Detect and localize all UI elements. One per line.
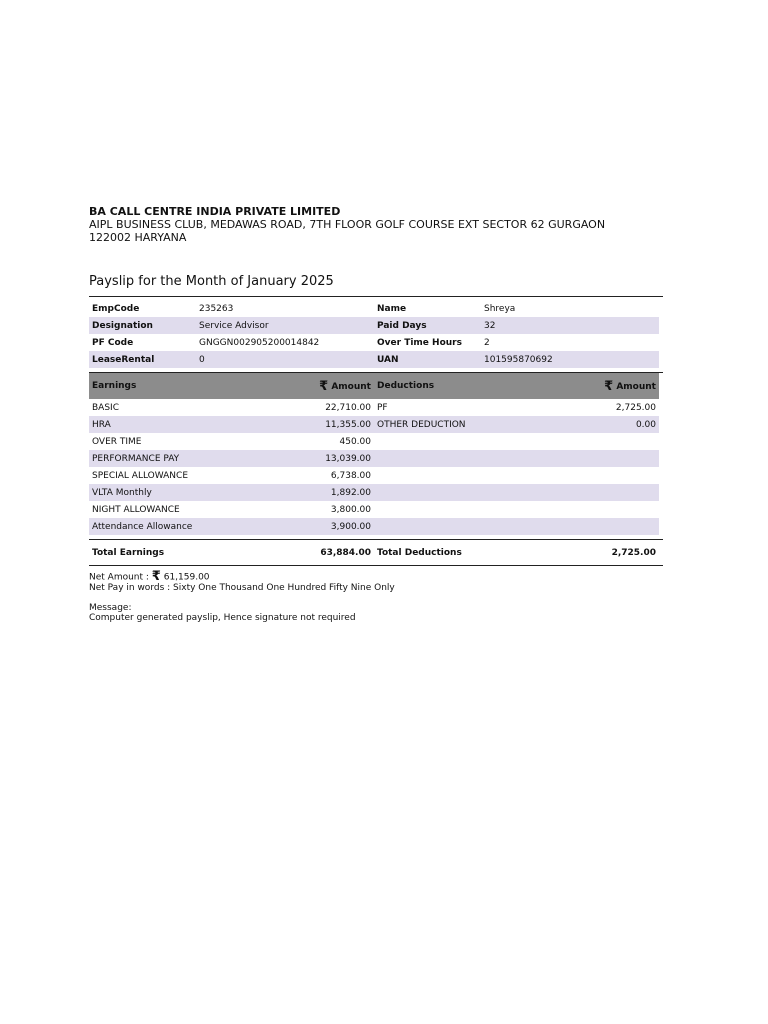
info-label: UAN bbox=[374, 351, 481, 368]
table-row bbox=[89, 484, 659, 501]
earning-amount: 450.00 bbox=[339, 436, 371, 447]
earning-amount: 22,710.00 bbox=[325, 402, 371, 413]
deductions-header: Deductions bbox=[374, 373, 549, 399]
deduction-amount bbox=[549, 450, 659, 467]
info-label: Name bbox=[377, 303, 407, 314]
table-header-row bbox=[89, 373, 659, 399]
company-name: BA CALL CENTRE INDIA PRIVATE LIMITED bbox=[89, 205, 341, 218]
employee-info-table bbox=[89, 300, 659, 368]
net-pay-words-line bbox=[89, 583, 663, 593]
earning-name: VLTA Monthly bbox=[89, 484, 264, 501]
info-label: EmpCode bbox=[92, 303, 140, 314]
company-address-line1: AIPL BUSINESS CLUB, MEDAWAS ROAD, 7TH FLOOR GOLF COURSE EXT SECTOR 62 GURGAON bbox=[89, 218, 606, 231]
info-value: GNGGN002905200014842 bbox=[199, 337, 320, 348]
info-label: LeaseRental bbox=[89, 351, 196, 368]
table-row bbox=[89, 416, 659, 433]
deduction-amount: 0.00 bbox=[549, 416, 659, 433]
total-deductions-label: Total Deductions bbox=[377, 547, 462, 558]
divider bbox=[89, 296, 663, 297]
info-label: Paid Days bbox=[374, 317, 481, 334]
deduction-name bbox=[374, 467, 549, 484]
amount-header-label: Amount bbox=[331, 381, 371, 392]
deduction-name bbox=[374, 433, 549, 450]
info-value: 2 bbox=[484, 337, 490, 348]
earning-amount: 6,738.00 bbox=[330, 470, 371, 481]
deduction-amount bbox=[549, 433, 659, 450]
employee-info-row bbox=[89, 351, 659, 368]
rupee-icon: ₹ bbox=[151, 569, 161, 584]
net-pay-words-label: Net Pay in words : bbox=[89, 582, 171, 593]
amount-header-label: Amount bbox=[616, 381, 656, 392]
earning-name: BASIC bbox=[92, 402, 119, 413]
info-value: Service Advisor bbox=[196, 317, 374, 334]
total-deductions-amount: 2,725.00 bbox=[611, 547, 656, 558]
net-amount-value: 61,159.00 bbox=[163, 572, 210, 583]
earning-name: NIGHT ALLOWANCE bbox=[92, 504, 180, 515]
company-address-line2: 122002 HARYANA bbox=[89, 231, 187, 244]
earning-amount: 1,892.00 bbox=[264, 484, 374, 501]
table-row bbox=[89, 433, 659, 450]
earnings-amount-header bbox=[264, 373, 374, 399]
deduction-name: OTHER DEDUCTION bbox=[374, 416, 549, 433]
deductions-amount-header bbox=[549, 373, 659, 399]
deduction-name bbox=[374, 484, 549, 501]
earning-name: SPECIAL ALLOWANCE bbox=[92, 470, 189, 481]
message-label: Message: bbox=[89, 602, 132, 613]
employee-info-row bbox=[89, 300, 659, 317]
spacer bbox=[89, 593, 663, 603]
earning-amount: 11,355.00 bbox=[264, 416, 374, 433]
net-pay-section bbox=[89, 569, 663, 623]
deduction-amount bbox=[549, 467, 659, 484]
employee-info-row bbox=[89, 334, 659, 351]
total-earnings-label: Total Earnings bbox=[92, 547, 165, 558]
payslip-title: Payslip for the Month of January 2025 bbox=[89, 274, 334, 289]
info-value: 101595870692 bbox=[481, 351, 659, 368]
deduction-amount bbox=[549, 501, 659, 518]
earning-name: OVER TIME bbox=[92, 436, 142, 447]
totals-row bbox=[89, 540, 659, 565]
table-row bbox=[89, 518, 659, 535]
earning-name: PERFORMANCE PAY bbox=[89, 450, 264, 467]
deduction-name bbox=[374, 518, 549, 535]
earning-name: HRA bbox=[89, 416, 264, 433]
info-value: Shreya bbox=[484, 303, 516, 314]
table-row bbox=[89, 501, 659, 518]
payslip-document bbox=[89, 205, 663, 623]
deduction-name bbox=[374, 501, 549, 518]
rupee-icon: ₹ bbox=[604, 378, 614, 394]
rupee-icon: ₹ bbox=[319, 378, 329, 394]
deduction-amount: 2,725.00 bbox=[615, 402, 656, 413]
earning-amount: 3,900.00 bbox=[264, 518, 374, 535]
deduction-amount bbox=[549, 484, 659, 501]
totals-table bbox=[89, 540, 659, 565]
info-label: PF Code bbox=[92, 337, 134, 348]
info-label: Designation bbox=[89, 317, 196, 334]
divider bbox=[89, 565, 663, 566]
info-value: 32 bbox=[481, 317, 659, 334]
table-row bbox=[89, 467, 659, 484]
info-label: Over Time Hours bbox=[377, 337, 462, 348]
net-amount-label: Net Amount : bbox=[89, 572, 149, 583]
deduction-amount bbox=[549, 518, 659, 535]
deduction-name bbox=[374, 450, 549, 467]
total-earnings-amount: 63,884.00 bbox=[320, 547, 371, 558]
info-value: 235263 bbox=[199, 303, 234, 314]
net-amount-line bbox=[89, 569, 663, 584]
info-value: 0 bbox=[196, 351, 374, 368]
table-row bbox=[89, 399, 659, 416]
earning-amount: 13,039.00 bbox=[264, 450, 374, 467]
earnings-deductions-table bbox=[89, 373, 659, 535]
employee-info-row bbox=[89, 317, 659, 334]
deduction-name: PF bbox=[377, 402, 388, 413]
earning-name: Attendance Allowance bbox=[89, 518, 264, 535]
earning-amount: 3,800.00 bbox=[330, 504, 371, 515]
net-pay-words-value: Sixty One Thousand One Hundred Fifty Nine Only bbox=[173, 582, 395, 593]
message-text: Computer generated payslip, Hence signature not required bbox=[89, 612, 356, 623]
table-row bbox=[89, 450, 659, 467]
earnings-header: Earnings bbox=[89, 373, 264, 399]
